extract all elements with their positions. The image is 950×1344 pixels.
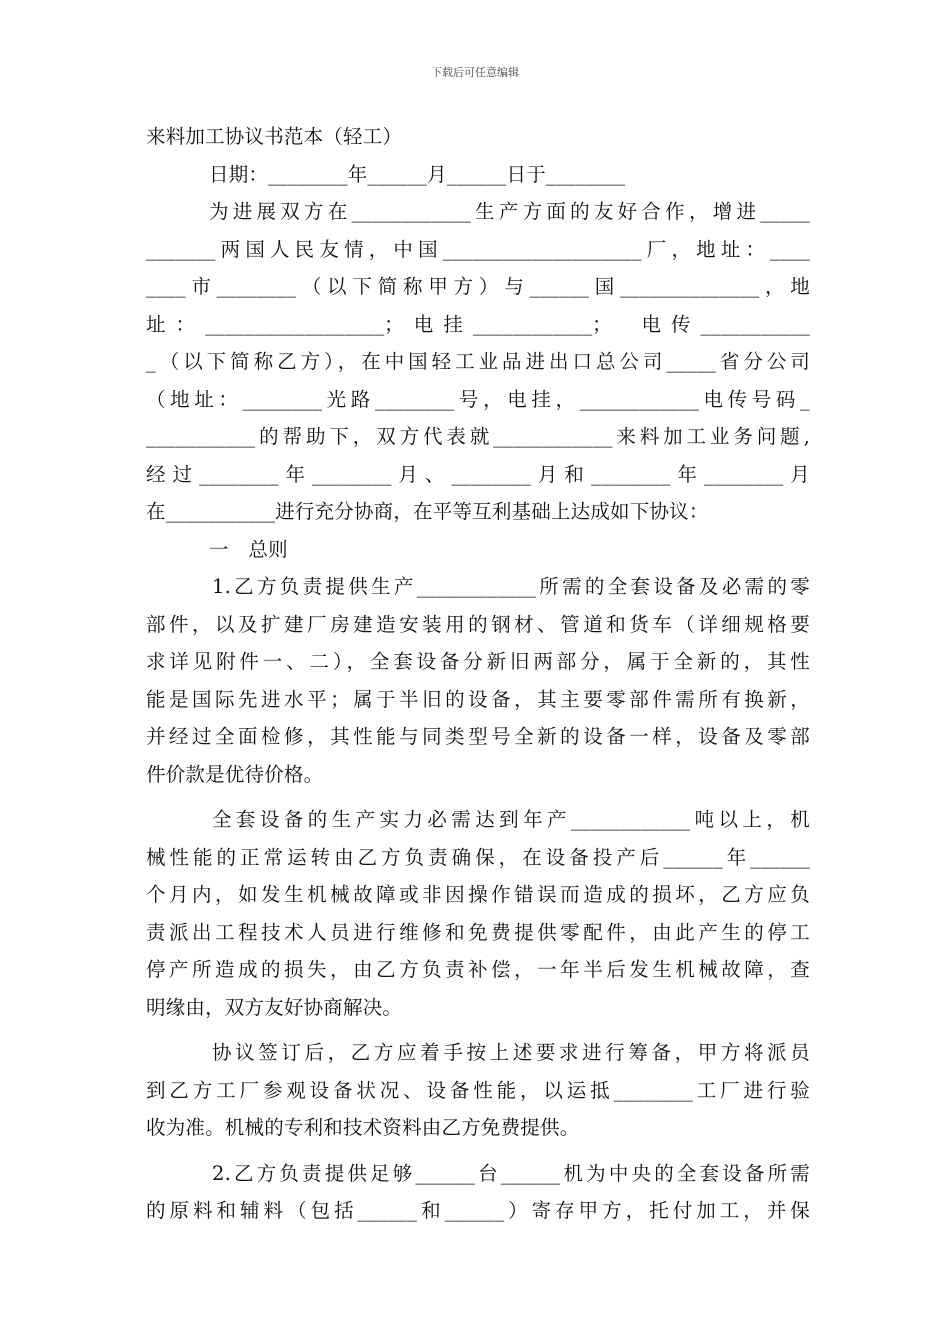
preamble-line: 为进展双方在____________生产方面的友好合作，增进_____ [209,200,810,223]
preamble-line: 经过________年________月、________月和________年________月 [146,462,810,486]
clause-line: 能是国际先进水平；属于半旧的设备，其主要零部件需所有换新， [146,687,810,711]
capacity-line: 个月内，如发生机械故障或非因操作错误而造成的损坏，乙方应负 [146,883,810,906]
signing-line: 协议签订后，乙方应着手按上述要求进行筹备，甲方将派员 [212,1041,810,1064]
capacity-line: 械性能的正常运转由乙方负责确保，在设备投产后______年______ [146,845,810,869]
preamble-line: _______两国人民友情，中国____________________厂，地址：____ [146,237,810,261]
document-body [146,118,810,1230]
preamble-line: 在___________进行充分协商，在平等互利基础上达成如下协议： [146,500,709,523]
clause-line: 件价款是优待价格。 [146,762,324,786]
clause-line: 求详见附件一、二），全套设备分新旧两部分，属于全新的，其性 [146,650,810,673]
signing-line: 到乙方工厂参观设备状况、设备性能，以运抵________工厂进行验 [146,1078,810,1102]
clause2-line: 的原料和辅料（包括______和______）寄存甲方，托付加工，并保 [146,1199,810,1222]
capacity-line: 停产所造成的损失，由乙方负责补偿，一年半后发生机械故障，查 [146,958,810,981]
signing-line: 收为准。机械的专利和技术资料由乙方免费提供。 [146,1116,580,1139]
document-title: 来料加工协议书范本（轻工） [146,125,403,148]
date-line: 日期：________年______月______日于________ [209,162,626,186]
preamble-line: ____市________（以下简称甲方）与______国______________，地 [146,275,810,298]
preamble-line: （地址：________光路________号，电挂，____________电传号码_ [146,387,810,411]
clause2-line: 2.乙方负责提供足够______台______机为中央的全套设备所需 [212,1161,810,1185]
capacity-line: 责派出工程技术人员进行维修和免费提供零配件，由此产生的停工 [146,920,810,944]
clause-line: 部件，以及扩建厂房建造安装用的钢材、管道和货车（详细规格要 [146,612,810,636]
page-header-note: 下载后可任意编辑 [431,66,519,79]
preamble-line: ___________的帮助下，双方代表就____________来料加工业务问题, [146,425,810,448]
section-heading: 一 总则 [209,537,288,561]
clause-line: 1.乙方负责提供生产____________所需的全套设备及必需的零 [212,575,810,598]
clause-line: 并经过全面检修，其性能与同类型号全新的设备一样，设备及零部 [146,725,810,748]
preamble-line: _（以下简称乙方），在中国轻工业品进出口总公司_____省分公司 [146,350,810,373]
capacity-line: 全套设备的生产实力必需达到年产____________吨以上，机 [212,808,810,831]
preamble-line: 址：__________________；电挂____________； 电传___________ [146,312,810,336]
capacity-line: 明缘由，双方友好协商解决。 [146,995,403,1019]
